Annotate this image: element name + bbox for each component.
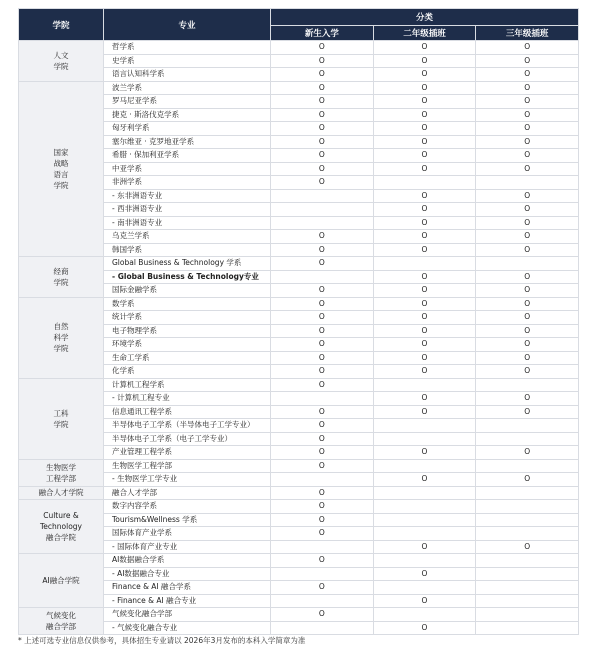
- year3-mark: O: [476, 230, 579, 244]
- year3-mark: O: [476, 392, 579, 406]
- year3-mark: O: [476, 297, 579, 311]
- freshman-mark: O: [271, 297, 374, 311]
- major-name: 非洲学系: [104, 176, 271, 190]
- year2-mark: [373, 257, 476, 271]
- year2-mark: O: [373, 149, 476, 163]
- major-name: - 生物医学工学专业: [104, 473, 271, 487]
- year3-mark: O: [476, 41, 579, 55]
- major-name: 塞尔维亚 · 克罗地亚学系: [104, 135, 271, 149]
- year2-mark: O: [373, 81, 476, 95]
- freshman-mark: O: [271, 54, 374, 68]
- major-name: 生物医学工程学部: [104, 459, 271, 473]
- year3-mark: [476, 594, 579, 608]
- year3-mark: O: [476, 338, 579, 352]
- year2-mark: O: [373, 338, 476, 352]
- year3-mark: O: [476, 216, 579, 230]
- freshman-mark: [271, 567, 374, 581]
- year3-mark: [476, 176, 579, 190]
- year2-mark: O: [373, 54, 476, 68]
- year2-mark: O: [373, 95, 476, 109]
- major-name: - Finance & AI 融合专业: [104, 594, 271, 608]
- college-name: 自然 科学 学院: [19, 297, 104, 378]
- year2-mark: O: [373, 392, 476, 406]
- freshman-mark: O: [271, 243, 374, 257]
- freshman-mark: O: [271, 257, 374, 271]
- year2-mark: O: [373, 162, 476, 176]
- year3-mark: O: [476, 203, 579, 217]
- year2-mark: O: [373, 567, 476, 581]
- major-name: 产业管理工程学系: [104, 446, 271, 460]
- admissions-table: [18, 8, 579, 635]
- year3-mark: [476, 581, 579, 595]
- major-name: Finance & AI 融合学系: [104, 581, 271, 595]
- year3-mark: O: [476, 324, 579, 338]
- year3-mark: [476, 378, 579, 392]
- freshman-mark: [271, 392, 374, 406]
- table-row: [19, 297, 579, 311]
- year2-mark: O: [373, 122, 476, 136]
- major-name: 半导体电子工学系（电子工学专业）: [104, 432, 271, 446]
- table-row: [19, 41, 579, 55]
- year2-mark: O: [373, 189, 476, 203]
- freshman-mark: O: [271, 149, 374, 163]
- freshman-mark: O: [271, 284, 374, 298]
- year3-mark: O: [476, 54, 579, 68]
- freshman-mark: O: [271, 81, 374, 95]
- freshman-mark: O: [271, 419, 374, 433]
- year2-mark: O: [373, 621, 476, 635]
- year3-mark: O: [476, 365, 579, 379]
- freshman-mark: O: [271, 405, 374, 419]
- year3-mark: O: [476, 284, 579, 298]
- year2-mark: [373, 608, 476, 622]
- year2-mark: O: [373, 284, 476, 298]
- major-name: 数字内容学系: [104, 500, 271, 514]
- year3-mark: [476, 621, 579, 635]
- header-freshman: 新生入学: [271, 26, 374, 41]
- major-name: - AI数据融合专业: [104, 567, 271, 581]
- major-name: - 东非洲语专业: [104, 189, 271, 203]
- freshman-mark: O: [271, 365, 374, 379]
- year2-mark: [373, 459, 476, 473]
- year3-mark: [476, 554, 579, 568]
- major-name: 环境学系: [104, 338, 271, 352]
- freshman-mark: [271, 621, 374, 635]
- year3-mark: O: [476, 81, 579, 95]
- year2-mark: O: [373, 540, 476, 554]
- year2-mark: O: [373, 473, 476, 487]
- freshman-mark: O: [271, 176, 374, 190]
- year2-mark: O: [373, 243, 476, 257]
- year2-mark: O: [373, 311, 476, 325]
- year2-mark: O: [373, 594, 476, 608]
- year2-mark: O: [373, 230, 476, 244]
- college-name: Culture & Technology 融合学院: [19, 500, 104, 554]
- year2-mark: O: [373, 365, 476, 379]
- major-name: 国际体育产业学系: [104, 527, 271, 541]
- year3-mark: O: [476, 162, 579, 176]
- header-major: 专业: [104, 9, 271, 41]
- year3-mark: O: [476, 311, 579, 325]
- major-name: 韩国学系: [104, 243, 271, 257]
- freshman-mark: O: [271, 608, 374, 622]
- table-row: [19, 257, 579, 271]
- freshman-mark: [271, 203, 374, 217]
- freshman-mark: [271, 594, 374, 608]
- college-name: 生物医学 工程学部: [19, 459, 104, 486]
- year2-mark: [373, 419, 476, 433]
- major-name: 希腊 · 保加利亚学系: [104, 149, 271, 163]
- major-name: 匈牙利学系: [104, 122, 271, 136]
- table-row: [19, 378, 579, 392]
- year2-mark: [373, 500, 476, 514]
- table-row: [19, 81, 579, 95]
- freshman-mark: O: [271, 162, 374, 176]
- year2-mark: O: [373, 216, 476, 230]
- freshman-mark: O: [271, 311, 374, 325]
- freshman-mark: O: [271, 432, 374, 446]
- major-name: - 计算机工程专业: [104, 392, 271, 406]
- major-name: 国际金融学系: [104, 284, 271, 298]
- year3-mark: [476, 432, 579, 446]
- college-name: 融合人才学院: [19, 486, 104, 500]
- year3-mark: O: [476, 95, 579, 109]
- year2-mark: [373, 554, 476, 568]
- year3-mark: O: [476, 446, 579, 460]
- table-body: [19, 41, 579, 635]
- table-row: [19, 486, 579, 500]
- freshman-mark: O: [271, 108, 374, 122]
- year2-mark: O: [373, 108, 476, 122]
- freshman-mark: O: [271, 527, 374, 541]
- freshman-mark: O: [271, 554, 374, 568]
- header-year2-transfer: 二年级插班: [373, 26, 476, 41]
- major-name: 电子物理学系: [104, 324, 271, 338]
- year2-mark: [373, 486, 476, 500]
- year2-mark: [373, 176, 476, 190]
- major-name: 数学系: [104, 297, 271, 311]
- major-name: - Global Business & Technology专业: [104, 270, 271, 284]
- year3-mark: O: [476, 135, 579, 149]
- year3-mark: O: [476, 68, 579, 82]
- year2-mark: [373, 378, 476, 392]
- table-row: [19, 554, 579, 568]
- year2-mark: [373, 581, 476, 595]
- major-name: Global Business & Technology 学系: [104, 257, 271, 271]
- major-name: AI数据融合学系: [104, 554, 271, 568]
- year3-mark: O: [476, 473, 579, 487]
- year3-mark: [476, 500, 579, 514]
- table-header: [19, 9, 579, 41]
- freshman-mark: O: [271, 378, 374, 392]
- college-name: 工科 学院: [19, 378, 104, 459]
- freshman-mark: [271, 473, 374, 487]
- year2-mark: O: [373, 405, 476, 419]
- header-college: 学院: [19, 9, 104, 41]
- freshman-mark: O: [271, 95, 374, 109]
- major-name: 捷克 · 斯洛伐克学系: [104, 108, 271, 122]
- college-name: AI融合学院: [19, 554, 104, 608]
- year3-mark: O: [476, 405, 579, 419]
- year3-mark: O: [476, 243, 579, 257]
- freshman-mark: O: [271, 513, 374, 527]
- major-name: 气候变化融合学部: [104, 608, 271, 622]
- freshman-mark: O: [271, 135, 374, 149]
- freshman-mark: O: [271, 351, 374, 365]
- year3-mark: O: [476, 189, 579, 203]
- freshman-mark: [271, 189, 374, 203]
- year3-mark: [476, 419, 579, 433]
- year3-mark: O: [476, 149, 579, 163]
- year3-mark: O: [476, 122, 579, 136]
- major-name: 史学系: [104, 54, 271, 68]
- freshman-mark: O: [271, 446, 374, 460]
- freshman-mark: O: [271, 459, 374, 473]
- year2-mark: O: [373, 270, 476, 284]
- major-name: 中亚学系: [104, 162, 271, 176]
- year3-mark: O: [476, 108, 579, 122]
- major-name: 半导体电子工学系（半导体电子工学专业）: [104, 419, 271, 433]
- freshman-mark: O: [271, 122, 374, 136]
- year3-mark: [476, 567, 579, 581]
- college-name: 气候变化 融合学部: [19, 608, 104, 635]
- year3-mark: O: [476, 270, 579, 284]
- year3-mark: [476, 527, 579, 541]
- year2-mark: [373, 513, 476, 527]
- college-name: 经商 学院: [19, 257, 104, 298]
- freshman-mark: O: [271, 324, 374, 338]
- year2-mark: O: [373, 446, 476, 460]
- footnote: * 上述可选专业信息仅供参考，具体招生专业请以 2026年3月发布的本科入学简章为准: [18, 636, 306, 645]
- college-name: 人文 学院: [19, 41, 104, 82]
- header-year3-transfer: 三年级插班: [476, 26, 579, 41]
- freshman-mark: [271, 216, 374, 230]
- year2-mark: O: [373, 68, 476, 82]
- year3-mark: [476, 608, 579, 622]
- freshman-mark: [271, 270, 374, 284]
- year3-mark: [476, 513, 579, 527]
- major-name: 统计学系: [104, 311, 271, 325]
- major-name: 信息通讯工程学系: [104, 405, 271, 419]
- year2-mark: O: [373, 324, 476, 338]
- major-name: 生命工学系: [104, 351, 271, 365]
- major-name: - 气候变化融合专业: [104, 621, 271, 635]
- freshman-mark: O: [271, 68, 374, 82]
- freshman-mark: O: [271, 230, 374, 244]
- major-name: Tourism&Wellness 学系: [104, 513, 271, 527]
- header-category: 分类: [271, 9, 579, 26]
- major-name: - 南非洲语专业: [104, 216, 271, 230]
- year2-mark: [373, 432, 476, 446]
- major-name: 罗马尼亚学系: [104, 95, 271, 109]
- year3-mark: O: [476, 351, 579, 365]
- freshman-mark: O: [271, 500, 374, 514]
- major-name: - 西非洲语专业: [104, 203, 271, 217]
- major-name: 计算机工程学系: [104, 378, 271, 392]
- major-name: 波兰学系: [104, 81, 271, 95]
- year3-mark: [476, 257, 579, 271]
- table-row: [19, 500, 579, 514]
- table-row: [19, 459, 579, 473]
- major-name: - 国际体育产业专业: [104, 540, 271, 554]
- year2-mark: O: [373, 135, 476, 149]
- freshman-mark: [271, 540, 374, 554]
- year2-mark: O: [373, 203, 476, 217]
- table-row: [19, 608, 579, 622]
- freshman-mark: O: [271, 338, 374, 352]
- college-name: 国家 战略 语言 学院: [19, 81, 104, 257]
- year3-mark: [476, 459, 579, 473]
- freshman-mark: O: [271, 486, 374, 500]
- year3-mark: O: [476, 540, 579, 554]
- year2-mark: O: [373, 41, 476, 55]
- major-name: 融合人才学部: [104, 486, 271, 500]
- freshman-mark: O: [271, 581, 374, 595]
- freshman-mark: O: [271, 41, 374, 55]
- year2-mark: O: [373, 297, 476, 311]
- major-name: 化学系: [104, 365, 271, 379]
- major-name: 哲学系: [104, 41, 271, 55]
- major-name: 语言认知科学系: [104, 68, 271, 82]
- major-name: 乌克兰学系: [104, 230, 271, 244]
- admissions-table-container: [18, 8, 578, 635]
- year2-mark: O: [373, 351, 476, 365]
- year3-mark: [476, 486, 579, 500]
- year2-mark: [373, 527, 476, 541]
